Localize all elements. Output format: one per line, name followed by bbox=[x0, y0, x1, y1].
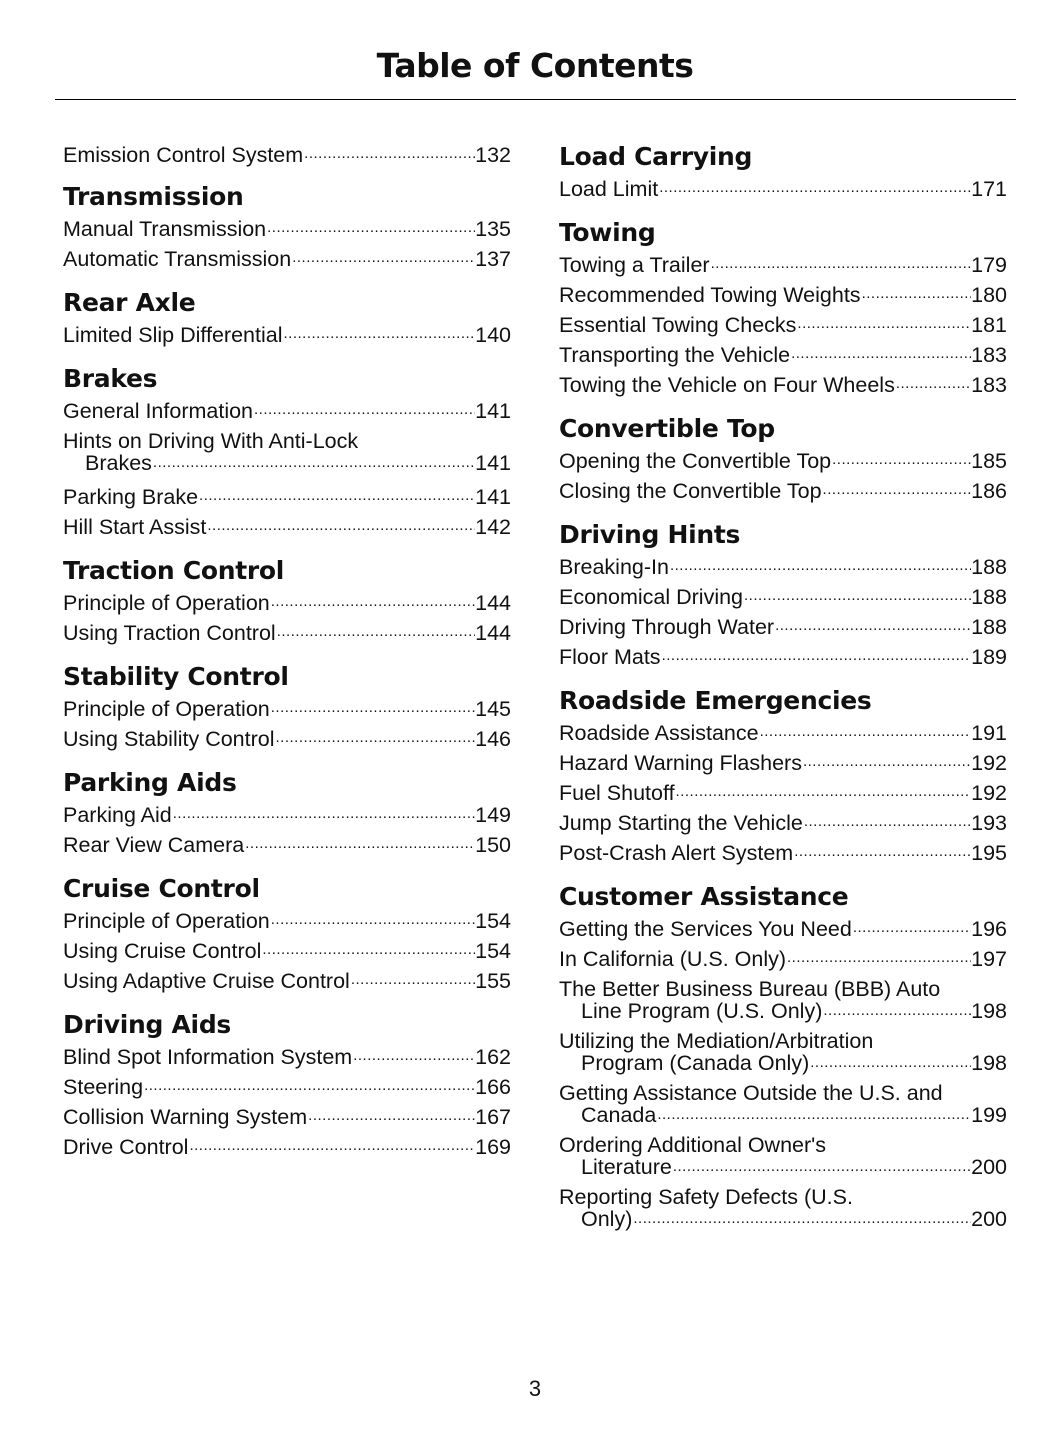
toc-section-heading: Stability Control bbox=[63, 662, 289, 691]
toc-entry-page: 154 bbox=[475, 939, 511, 963]
toc-section bbox=[559, 518, 1007, 672]
toc-entry-title: Using Stability Control bbox=[63, 727, 275, 751]
dot-leader bbox=[810, 1054, 971, 1072]
toc-entry[interactable] bbox=[63, 1042, 511, 1072]
toc-entry[interactable] bbox=[559, 718, 1007, 748]
toc-entry-title: Economical Driving bbox=[559, 585, 744, 609]
dot-leader bbox=[760, 721, 972, 743]
page-title: Table of Contents bbox=[376, 46, 694, 85]
toc-entry[interactable] bbox=[63, 966, 511, 996]
toc-section bbox=[63, 554, 511, 648]
toc-entry[interactable] bbox=[559, 250, 1007, 280]
toc-section bbox=[63, 180, 511, 274]
toc-entry[interactable] bbox=[63, 214, 511, 244]
dot-leader bbox=[657, 1106, 971, 1124]
toc-entry[interactable] bbox=[559, 612, 1007, 642]
toc-entry-page: 192 bbox=[971, 751, 1007, 775]
toc-entry-title: Getting the Services You Need bbox=[559, 917, 852, 941]
toc-section bbox=[559, 140, 1007, 204]
toc-entry-page: 197 bbox=[971, 947, 1007, 971]
toc-entry-page: 169 bbox=[475, 1135, 511, 1159]
toc-entry-page: 140 bbox=[475, 323, 511, 347]
toc-entry-title: Essential Towing Checks bbox=[559, 313, 797, 337]
dot-leader bbox=[853, 917, 971, 939]
toc-section-heading: Cruise Control bbox=[63, 874, 260, 903]
dot-leader bbox=[207, 515, 475, 537]
toc-section-heading: Towing bbox=[559, 218, 656, 247]
toc-entry-title: Program (Canada Only) bbox=[581, 1051, 810, 1075]
toc-section-heading: Parking Aids bbox=[63, 768, 237, 797]
toc-entry-title: General Information bbox=[63, 399, 254, 423]
toc-entry-title: Limited Slip Differential bbox=[63, 323, 283, 347]
toc-entry[interactable] bbox=[63, 1072, 511, 1102]
toc-entry-title: Post-Crash Alert System bbox=[559, 841, 794, 865]
toc-entry-page: 185 bbox=[971, 449, 1007, 473]
dot-leader bbox=[794, 841, 971, 863]
dot-leader bbox=[804, 811, 971, 833]
toc-entry-title: In California (U.S. Only) bbox=[559, 947, 787, 971]
dot-leader bbox=[308, 1105, 475, 1127]
toc-entry[interactable] bbox=[559, 978, 1007, 1022]
toc-entry-title: Drive Control bbox=[63, 1135, 189, 1159]
dot-leader bbox=[199, 485, 475, 507]
dot-leader bbox=[659, 177, 971, 199]
dot-leader bbox=[283, 323, 475, 345]
toc-right-column bbox=[559, 140, 1007, 1242]
toc-entry[interactable] bbox=[559, 1030, 1007, 1074]
toc-entry-page: 183 bbox=[971, 343, 1007, 367]
toc-entry-page: 144 bbox=[475, 621, 511, 645]
dot-leader bbox=[676, 781, 972, 803]
toc-entry[interactable] bbox=[63, 1132, 511, 1162]
toc-entry-title: Manual Transmission bbox=[63, 217, 267, 241]
toc-entry-title: Brakes bbox=[85, 451, 152, 475]
toc-entry-title: Emission Control System bbox=[63, 143, 304, 167]
toc-entry-title: Transporting the Vehicle bbox=[559, 343, 791, 367]
dot-leader bbox=[862, 283, 972, 305]
toc-entry[interactable] bbox=[63, 936, 511, 966]
dot-leader bbox=[189, 1135, 475, 1157]
dot-leader bbox=[797, 313, 971, 335]
toc-entry-title: Principle of Operation bbox=[63, 909, 270, 933]
toc-entry-title: Using Adaptive Cruise Control bbox=[63, 969, 350, 993]
toc-entry-title: Line Program (U.S. Only) bbox=[581, 999, 823, 1023]
toc-entry[interactable] bbox=[559, 340, 1007, 370]
toc-entry-page: 154 bbox=[475, 909, 511, 933]
toc-entry-title: Hazard Warning Flashers bbox=[559, 751, 802, 775]
toc-section-heading: Rear Axle bbox=[63, 288, 196, 317]
dot-leader bbox=[832, 449, 971, 471]
toc-entry-page: 144 bbox=[475, 591, 511, 615]
toc-entry-page: 166 bbox=[475, 1075, 511, 1099]
toc-entry-title: Breaking-In bbox=[559, 555, 669, 579]
toc-entry-page: 149 bbox=[475, 803, 511, 827]
toc-entry-title: Only) bbox=[581, 1207, 633, 1231]
toc-entry[interactable] bbox=[63, 830, 511, 860]
toc-entry[interactable] bbox=[559, 552, 1007, 582]
toc-entry-title: Blind Spot Information System bbox=[63, 1045, 353, 1069]
toc-entry[interactable] bbox=[559, 914, 1007, 944]
toc-entry-title: Driving Through Water bbox=[559, 615, 775, 639]
toc-entry-page: 141 bbox=[475, 451, 511, 475]
dot-leader bbox=[896, 373, 971, 395]
toc-entry-page: 135 bbox=[475, 217, 511, 241]
toc-entry[interactable] bbox=[559, 642, 1007, 672]
toc-entry-page: 141 bbox=[475, 399, 511, 423]
dot-leader bbox=[271, 591, 475, 613]
dot-leader bbox=[787, 947, 971, 969]
toc-entry-title-line1: Reporting Safety Defects (U.S. bbox=[559, 1185, 853, 1209]
toc-entry-title: Using Traction Control bbox=[63, 621, 276, 645]
dot-leader bbox=[304, 143, 475, 165]
dot-leader bbox=[153, 454, 475, 472]
dot-leader bbox=[711, 253, 972, 275]
toc-entry[interactable] bbox=[63, 724, 511, 754]
toc-entry[interactable] bbox=[559, 1134, 1007, 1178]
dot-leader bbox=[271, 909, 475, 931]
toc-entry-title-line1: Getting Assistance Outside the U.S. and bbox=[559, 1081, 943, 1105]
page-number: 3 bbox=[528, 1376, 542, 1401]
dot-leader bbox=[662, 645, 972, 667]
toc-entry-title: Parking Brake bbox=[63, 485, 199, 509]
toc-entry-page: 199 bbox=[971, 1103, 1007, 1127]
toc-entry-title-line1: Ordering Additional Owner's bbox=[559, 1133, 827, 1157]
toc-entry[interactable] bbox=[63, 694, 511, 724]
toc-entry-title: Opening the Convertible Top bbox=[559, 449, 832, 473]
toc-entry-page: 155 bbox=[475, 969, 511, 993]
toc-left-column bbox=[63, 140, 511, 1174]
toc-entry-page: 193 bbox=[971, 811, 1007, 835]
toc-entry[interactable] bbox=[559, 748, 1007, 778]
toc-section-heading: Roadside Emergencies bbox=[559, 686, 872, 715]
toc-section-heading: Transmission bbox=[63, 182, 244, 211]
toc-entry-title: Jump Starting the Vehicle bbox=[559, 811, 803, 835]
toc-entry[interactable] bbox=[63, 140, 511, 170]
title-divider bbox=[55, 99, 1016, 100]
dot-leader bbox=[254, 399, 475, 421]
dot-leader bbox=[791, 343, 971, 365]
toc-entry-page: 200 bbox=[971, 1207, 1007, 1231]
toc-entry[interactable] bbox=[63, 482, 511, 512]
toc-entry[interactable] bbox=[559, 808, 1007, 838]
toc-entry[interactable] bbox=[63, 396, 511, 426]
dot-leader bbox=[292, 247, 475, 269]
dot-leader bbox=[144, 1075, 475, 1097]
toc-entry-title-line1: Utilizing the Mediation/Arbitration bbox=[559, 1029, 874, 1053]
toc-entry-page: 200 bbox=[971, 1155, 1007, 1179]
toc-entry-title: Hill Start Assist bbox=[63, 515, 207, 539]
toc-section-heading: Load Carrying bbox=[559, 142, 753, 171]
toc-entry[interactable] bbox=[559, 174, 1007, 204]
toc-entry[interactable] bbox=[559, 944, 1007, 974]
toc-entry[interactable] bbox=[559, 280, 1007, 310]
toc-entry[interactable] bbox=[559, 582, 1007, 612]
toc-section bbox=[559, 684, 1007, 868]
toc-entry-title: Recommended Towing Weights bbox=[559, 283, 861, 307]
dot-leader bbox=[823, 1002, 971, 1020]
dot-leader bbox=[351, 969, 475, 991]
toc-section bbox=[63, 872, 511, 996]
toc-entry-title: Principle of Operation bbox=[63, 591, 270, 615]
toc-entry-page: 132 bbox=[475, 143, 511, 167]
toc-entry-title: Towing a Trailer bbox=[559, 253, 710, 277]
toc-entry-page: 150 bbox=[475, 833, 511, 857]
toc-section bbox=[63, 362, 511, 542]
toc-entry-title-line1: Hints on Driving With Anti-Lock bbox=[63, 429, 359, 453]
toc-entry[interactable] bbox=[559, 1082, 1007, 1126]
toc-entry-title: Using Cruise Control bbox=[63, 939, 262, 963]
dot-leader bbox=[673, 1158, 971, 1176]
toc-entry-page: 188 bbox=[971, 555, 1007, 579]
dot-leader bbox=[245, 833, 475, 855]
toc-entry-title: Principle of Operation bbox=[63, 697, 270, 721]
toc-entry[interactable] bbox=[63, 320, 511, 350]
dot-leader bbox=[173, 803, 475, 825]
toc-section bbox=[63, 766, 511, 860]
dot-leader bbox=[276, 727, 476, 749]
dot-leader bbox=[670, 555, 971, 577]
toc-section bbox=[559, 412, 1007, 506]
toc-entry[interactable] bbox=[63, 800, 511, 830]
toc-entry-page: 180 bbox=[971, 283, 1007, 307]
toc-entry[interactable] bbox=[63, 906, 511, 936]
toc-section bbox=[559, 880, 1007, 1230]
toc-entry[interactable] bbox=[559, 476, 1007, 506]
toc-entry[interactable] bbox=[63, 588, 511, 618]
toc-entry[interactable] bbox=[559, 310, 1007, 340]
dot-leader bbox=[775, 615, 971, 637]
dot-leader bbox=[803, 751, 971, 773]
toc-section bbox=[559, 216, 1007, 400]
toc-entry-page: 145 bbox=[475, 697, 511, 721]
toc-entry-page: 198 bbox=[971, 1051, 1007, 1075]
toc-entry-title: Fuel Shutoff bbox=[559, 781, 675, 805]
toc-entry-page: 189 bbox=[971, 645, 1007, 669]
toc-entry-page: 179 bbox=[971, 253, 1007, 277]
toc-entry-page: 188 bbox=[971, 615, 1007, 639]
toc-entry-page: 195 bbox=[971, 841, 1007, 865]
toc-entry-page: 137 bbox=[475, 247, 511, 271]
toc-entry-title: Parking Aid bbox=[63, 803, 172, 827]
toc-entry-title: Closing the Convertible Top bbox=[559, 479, 822, 503]
toc-entry-page: 186 bbox=[971, 479, 1007, 503]
toc-entry[interactable] bbox=[63, 1102, 511, 1132]
toc-entry-page: 183 bbox=[971, 373, 1007, 397]
toc-entry-page: 198 bbox=[971, 999, 1007, 1023]
toc-section-heading: Convertible Top bbox=[559, 414, 775, 443]
toc-entry-page: 167 bbox=[475, 1105, 511, 1129]
toc-entry-title: Canada bbox=[581, 1103, 657, 1127]
toc-entry-page: 146 bbox=[475, 727, 511, 751]
toc-section-heading: Traction Control bbox=[63, 556, 285, 585]
toc-entry[interactable] bbox=[63, 244, 511, 274]
toc-entry-page: 141 bbox=[475, 485, 511, 509]
dot-leader bbox=[823, 479, 972, 501]
toc-entry-title: Steering bbox=[63, 1075, 144, 1099]
toc-section-heading: Driving Hints bbox=[559, 520, 741, 549]
toc-entry[interactable] bbox=[559, 778, 1007, 808]
toc-entry[interactable] bbox=[559, 838, 1007, 868]
toc-section-heading: Driving Aids bbox=[63, 1010, 232, 1039]
dot-leader bbox=[633, 1210, 971, 1228]
toc-entry-title: Literature bbox=[581, 1155, 672, 1179]
dot-leader bbox=[744, 585, 971, 607]
toc-entry-title: Roadside Assistance bbox=[559, 721, 759, 745]
dot-leader bbox=[271, 697, 475, 719]
toc-section bbox=[63, 1008, 511, 1162]
toc-entry-title-line1: The Better Business Bureau (BBB) Auto bbox=[559, 977, 941, 1001]
toc-entry-title: Load Limit bbox=[559, 177, 659, 201]
toc-entry-title: Floor Mats bbox=[559, 645, 661, 669]
toc-entry[interactable] bbox=[559, 1186, 1007, 1230]
toc-entry-page: 196 bbox=[971, 917, 1007, 941]
toc-entry-title: Rear View Camera bbox=[63, 833, 245, 857]
toc-entry-page: 188 bbox=[971, 585, 1007, 609]
toc-section-heading: Customer Assistance bbox=[559, 882, 849, 911]
toc-entry-page: 191 bbox=[971, 721, 1007, 745]
toc-entry[interactable] bbox=[63, 430, 511, 474]
toc-entry[interactable] bbox=[63, 618, 511, 648]
dot-leader bbox=[277, 621, 475, 643]
toc-section-heading: Brakes bbox=[63, 364, 158, 393]
toc-entry[interactable] bbox=[559, 446, 1007, 476]
dot-leader bbox=[262, 939, 475, 961]
toc-entry-title: Towing the Vehicle on Four Wheels bbox=[559, 373, 895, 397]
toc-entry-page: 142 bbox=[475, 515, 511, 539]
toc-entry-page: 171 bbox=[971, 177, 1007, 201]
toc-entry-page: 192 bbox=[971, 781, 1007, 805]
dot-leader bbox=[267, 217, 475, 239]
toc-entry-page: 162 bbox=[475, 1045, 511, 1069]
toc-section bbox=[63, 286, 511, 350]
toc-entry-title: Collision Warning System bbox=[63, 1105, 308, 1129]
dot-leader bbox=[353, 1045, 475, 1067]
toc-entry[interactable] bbox=[63, 512, 511, 542]
toc-entry[interactable] bbox=[559, 370, 1007, 400]
toc-entry-page: 181 bbox=[971, 313, 1007, 337]
toc-section bbox=[63, 660, 511, 754]
toc-entry-title: Automatic Transmission bbox=[63, 247, 292, 271]
